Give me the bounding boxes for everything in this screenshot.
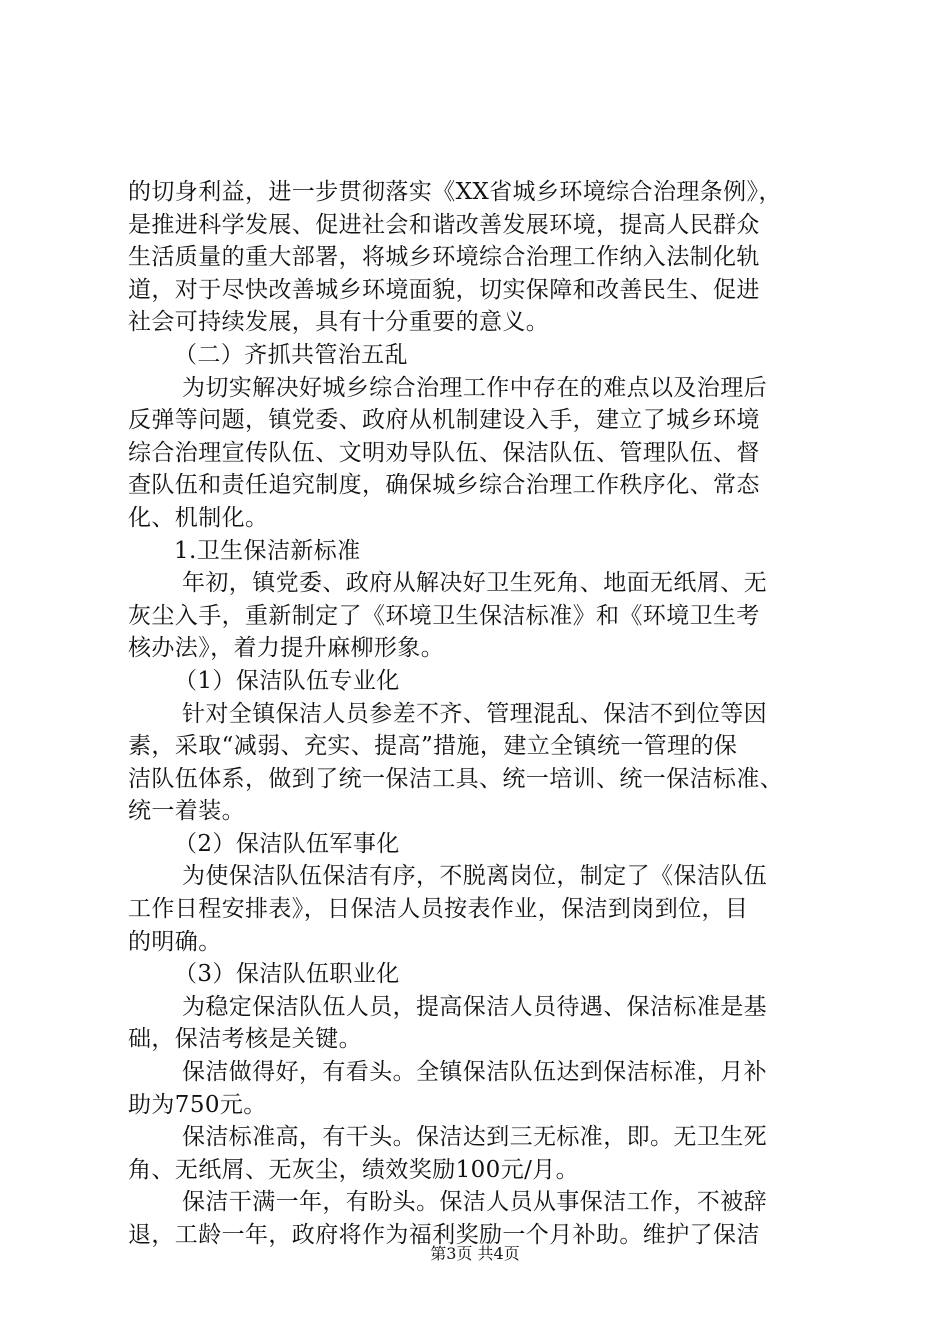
text-line: 础，保洁考核是关键。: [128, 1026, 362, 1053]
text-line: 化、机制化。: [128, 504, 269, 531]
text-line: 核办法》，着力提升麻柳形象。: [128, 635, 445, 662]
text-line: 社会可持续发展，具有十分重要的意义。: [128, 309, 550, 336]
text-line: 是推进科学发展、促进社会和谐改善发展环境，提高人民群众: [128, 211, 760, 238]
text-line: 的明确。: [128, 928, 222, 955]
text-line: 保洁干满一年，有盼头。保洁人员从事保洁工作，不被辞: [182, 1189, 767, 1216]
page-footer: 第3页 共4页: [430, 1244, 520, 1263]
text-line: 灰尘入手，重新制定了《环境卫生保洁标准》和《环境卫生考: [128, 602, 760, 629]
text-line: 退，工龄一年，政府将作为福利奖励一个月补助。维护了保洁: [128, 1222, 760, 1248]
text-line: 综合治理宣传队伍、文明劝导队伍、保洁队伍、管理队伍、督: [128, 439, 760, 466]
text-line: 保洁标准高，有干头。保洁达到三无标准，即。无卫生死: [182, 1124, 767, 1151]
text-line: 保洁做得好，有看头。全镇保洁队伍达到保洁标准，月补: [182, 1059, 767, 1086]
body-text: [128, 176, 834, 1252]
text-line: 针对全镇保洁人员参差不齐、管理混乱、保洁不到位等因: [182, 700, 767, 727]
text-line: 为使保洁队伍保洁有序，不脱离岗位，制定了《保洁队伍: [182, 863, 767, 890]
text-line: 为切实解决好城乡综合治理工作中存在的难点以及治理后: [182, 374, 767, 401]
text-line: 道，对于尽快改善城乡环境面貌，切实保障和改善民生、促进: [128, 276, 760, 303]
item-heading: （1）保洁队伍专业化: [174, 667, 400, 694]
text-line: 洁队伍体系，做到了统一保洁工具、统一培训、统一保洁标准、: [128, 765, 784, 792]
text-line: 为稳定保洁队伍人员，提高保洁人员待遇、保洁标准是基: [182, 993, 767, 1020]
text-line: 的切身利益，进一步贯彻落实《XX省城乡环境综合治理条例》，: [128, 179, 782, 205]
text-line: 助为750元。: [128, 1091, 267, 1118]
section-heading: （二）齐抓共管治五乱: [174, 341, 408, 368]
text-line: 年初，镇党委、政府从解决好卫生死角、地面无纸屑、无: [182, 570, 767, 597]
subsection-heading: 1.卫生保洁新标准: [174, 537, 361, 564]
text-line: 反弹等问题，镇党委、政府从机制建设入手，建立了城乡环境: [128, 407, 760, 434]
text-line: 查队伍和责任追究制度，确保城乡综合治理工作秩序化、常态: [128, 472, 760, 499]
item-heading: （3）保洁队伍职业化: [174, 961, 400, 988]
text-line: 统一着装。: [128, 798, 245, 825]
text-line: 生活质量的重大部署，将城乡环境综合治理工作纳入法制化轨: [128, 244, 760, 271]
text-line: 素，采取“减弱、充实、提高”措施，建立全镇统一管理的保: [128, 733, 738, 760]
text-line: 角、无纸屑、无灰尘，绩效奖励100元/月。: [128, 1156, 580, 1183]
text-line: 工作日程安排表》，日保洁人员按表作业，保洁到岗到位，目: [128, 896, 749, 923]
item-heading: （2）保洁队伍军事化: [174, 830, 400, 857]
